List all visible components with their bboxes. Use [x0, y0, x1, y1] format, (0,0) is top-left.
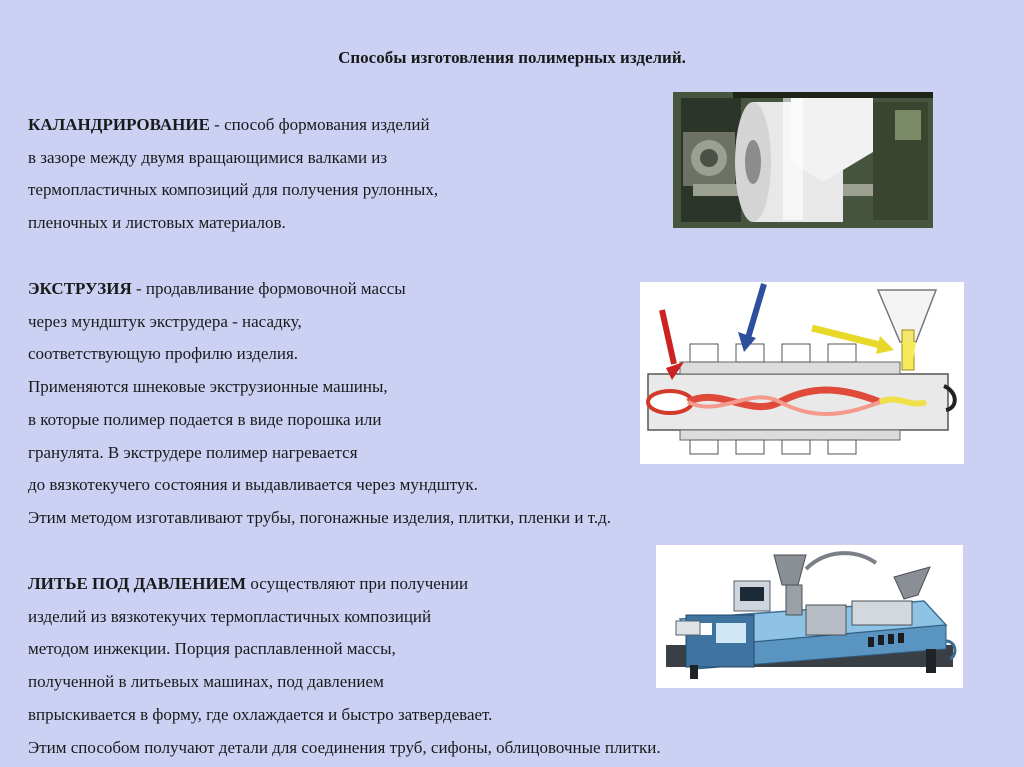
calender-machine-photo [673, 92, 933, 228]
calendering-line: в зазоре между двумя вращающимися валками из [28, 147, 388, 167]
calendering-section [28, 109, 438, 240]
injection-term: ЛИТЬЕ ПОД ДАВЛЕНИЕМ [28, 574, 247, 593]
extrusion-term: ЭКСТРУЗИЯ [28, 279, 132, 298]
injection-line: методом инжекции. Порция расплавленной массы, [28, 639, 396, 659]
injection-section [28, 568, 661, 764]
injection-line: изделий из вязкотекучих термопластичных композиций [28, 606, 432, 626]
extrusion-line: через мундштук экструдера - насадку, [28, 311, 302, 331]
injection-line: впрыскивается в форму, где охлаждается и быстро затвердевает. [28, 704, 493, 724]
calendering-line: КАЛАНДРИРОВАНИЕ - способ формования изделий [28, 115, 430, 134]
calendering-term: КАЛАНДРИРОВАНИЕ [28, 115, 210, 134]
extrusion-line: в которые полимер подается в виде порошка или [28, 409, 382, 429]
injection-line: полученной в литьевых машинах, под давлением [28, 672, 384, 692]
extrusion-line: до вязкотекучего состояния и выдавливается через мундштук. [28, 475, 478, 495]
extrusion-line: ЭКСТРУЗИЯ - продавливание формовочной массы [28, 279, 406, 298]
extrusion-line: соответствующую профилю изделия. [28, 344, 299, 364]
injection-molding-machine-photo [656, 545, 963, 688]
extrusion-section [28, 273, 611, 535]
calendering-line: пленочных и листовых материалов. [28, 213, 286, 233]
extrusion-line: гранулята. В экструдере полимер нагревается [28, 442, 358, 462]
extrusion-line: Этим методом изготавливают трубы, погонажные изделия, плитки, пленки и т.д. [28, 507, 611, 527]
slide-title: Способы изготовления полимерных изделий. [338, 48, 686, 67]
injection-line: Этим способом получают детали для соединения труб, сифоны, облицовочные плитки. [28, 737, 661, 757]
extruder-diagram [640, 282, 964, 464]
extrusion-line: Применяются шнековые экструзионные машины, [28, 377, 388, 397]
injection-line: ЛИТЬЕ ПОД ДАВЛЕНИЕМ осуществляют при получении [28, 574, 469, 593]
calendering-line: термопластичных композиций для получения рулонных, [28, 180, 439, 200]
